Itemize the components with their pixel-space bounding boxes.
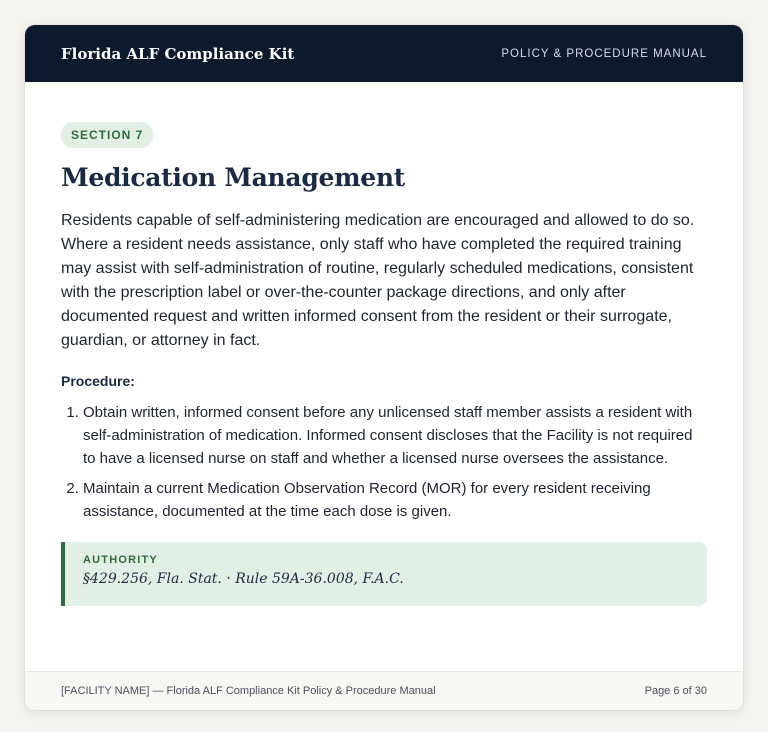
footer-document-title: [FACILITY NAME] — Florida ALF Compliance Kit Policy & Procedure Manual [61, 685, 436, 697]
page-header [25, 25, 743, 82]
page-body [25, 82, 743, 606]
manual-page [25, 25, 743, 710]
intro-paragraph: Residents capable of self-administering medication are encouraged and allowed to do so. Where a resident needs assistance, only staff who have completed the required training may assist with self-administration of routine, regularly scheduled medications, consistent with the prescription label or over-the-counter package directions, and only after documented request and written informed consent from the resident or their surrogate, guardian, or attorney in fact. [61, 212, 695, 349]
page-number: Page 6 of 30 [644, 685, 707, 697]
brand-title: Florida ALF Compliance Kit [61, 44, 295, 63]
section-badge: SECTION 7 [61, 122, 153, 148]
authority-callout [61, 542, 707, 606]
section-title: Medication Management [61, 163, 405, 192]
procedure-label: Procedure: [61, 373, 135, 389]
manual-label: POLICY & PROCEDURE MANUAL [501, 47, 707, 60]
procedure-step: 1. Obtain written, informed consent before any unlicensed staff member assists a resident with self-administration of medication. Informed consent discloses that the Facility is not required to have a licensed nurse on staff and whether a licensed nurse oversees the assistance. [83, 401, 707, 470]
authority-citation: §429.256, Fla. Stat. · Rule 59A-36.008, F.A.C. [83, 571, 404, 587]
procedure-step: 2. Maintain a current Medication Observation Record (MOR) for every resident receiving assistance, documented at the time each dose is given. [83, 477, 707, 523]
procedure-list [61, 401, 707, 523]
authority-label: AUTHORITY [83, 554, 158, 566]
page-footer [25, 671, 743, 710]
